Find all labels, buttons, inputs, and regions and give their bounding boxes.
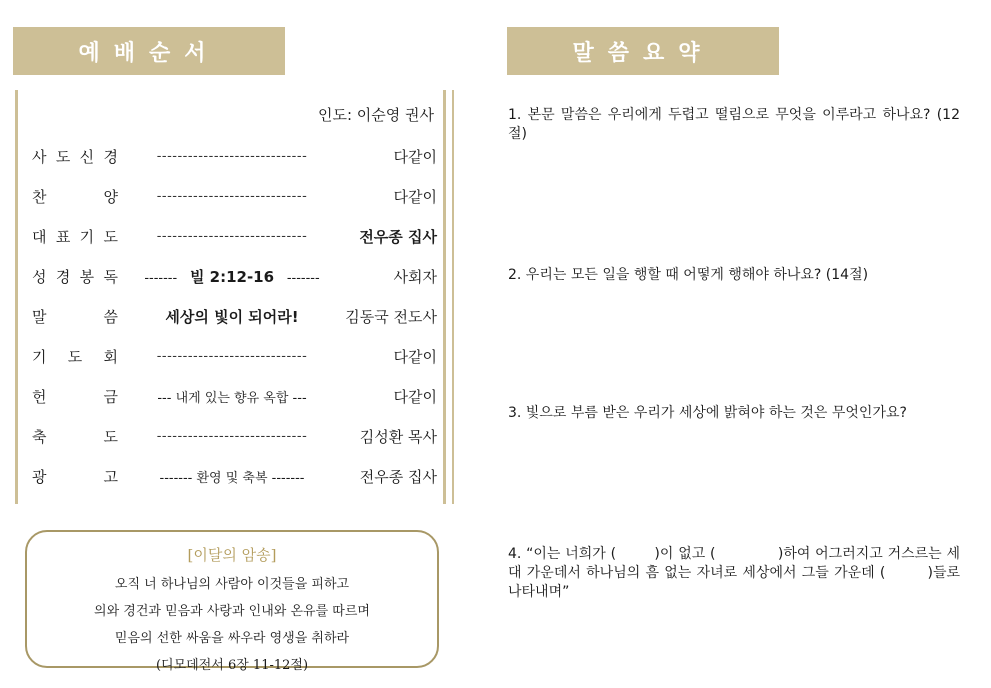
- label-char: 표: [55, 227, 71, 246]
- order-label: [32, 346, 118, 367]
- order-dashes: -----------------------------: [156, 148, 308, 164]
- order-person: 전우종 집사: [359, 227, 437, 246]
- order-dashes: -------: [286, 270, 320, 286]
- label-char: 도: [103, 227, 118, 246]
- memory-verse-title: [이달의 암송]: [187, 546, 277, 564]
- order-person: 김동국 전도사: [345, 307, 437, 326]
- label-char: 광: [32, 467, 47, 486]
- order-dashes: -------: [144, 270, 178, 286]
- label-char: 말: [32, 307, 47, 326]
- memory-verse-line: 의와 경건과 믿음과 사랑과 인내와 온유를 따르며: [94, 604, 370, 619]
- order-person: 다같이: [393, 187, 437, 206]
- order-person: 김성환 목사: [359, 427, 437, 446]
- question-4: 4. “이는 너희가 ( )이 없고 ( )하여 어그러지고 거스르는 세대 가운데서 하나님의 흠 없는 자녀로 세상에서 그들 가운데 ( )들로 나타내며”: [508, 546, 965, 600]
- label-char: 찬: [32, 187, 47, 206]
- label-char: 독: [103, 267, 118, 286]
- sermon-summary-title: 말씀요약: [507, 27, 779, 75]
- announcement-text: ------- 환영 및 축복 -------: [159, 470, 305, 486]
- order-label: [32, 266, 118, 287]
- label-char: 씀: [103, 307, 118, 326]
- question-1: 1. 본문 말씀은 우리에게 두렵고 떨림으로 무엇을 이루라고 하나요? (12절): [508, 107, 960, 142]
- worship-order-title: 예배순서: [13, 27, 285, 75]
- question-2: 2. 우리는 모든 일을 행할 때 어떻게 행해야 하나요? (14절): [508, 267, 869, 283]
- order-label: [32, 386, 118, 407]
- label-char: 도: [103, 427, 118, 446]
- order-person: 사회자: [393, 267, 437, 286]
- order-row-praise: [32, 184, 437, 208]
- memory-verse-reference: (디모데전서 6장 11-12절): [155, 658, 309, 673]
- offering-hymn: --- 내게 있는 향유 옥합 ---: [157, 390, 307, 406]
- label-char: 헌: [32, 387, 47, 406]
- label-char: 성: [32, 267, 47, 286]
- memory-verse-line: 오직 너 하나님의 사람아 이것들을 피하고: [114, 577, 350, 592]
- order-label: [32, 146, 118, 167]
- memory-verse-box: [25, 530, 439, 673]
- leader-text: 인도: 이순영 권사: [317, 106, 434, 124]
- label-char: 금: [103, 387, 118, 406]
- order-dashes: -----------------------------: [156, 188, 308, 204]
- label-char: 도: [55, 147, 71, 166]
- order-row-prayer: [32, 224, 437, 248]
- order-label: [32, 426, 118, 447]
- order-row-creed: [32, 144, 437, 168]
- order-person: 전우종 집사: [359, 467, 437, 486]
- order-row-announcements: [32, 464, 437, 488]
- label-char: 신: [79, 147, 95, 166]
- label-char: 봉: [79, 267, 95, 286]
- order-row-prayer-meeting: [32, 344, 437, 368]
- label-char: 기: [32, 347, 47, 366]
- sermon-title: 세상의 빛이 되어라!: [165, 307, 299, 326]
- label-char: 기: [79, 227, 95, 246]
- order-dashes: -----------------------------: [156, 348, 308, 364]
- label-char: 대: [32, 227, 47, 246]
- order-row-offering: [32, 384, 437, 408]
- scripture-reference: [132, 266, 332, 287]
- order-row-scripture: [32, 264, 437, 288]
- order-label: [32, 306, 118, 327]
- label-char: 고: [103, 467, 118, 486]
- label-char: 경: [103, 147, 118, 166]
- label-char: 회: [103, 347, 118, 366]
- label-char: 사: [32, 147, 47, 166]
- label-char: 경: [55, 267, 71, 286]
- order-row-benediction: [32, 424, 437, 448]
- order-person: 다같이: [393, 347, 437, 366]
- order-label: [32, 226, 118, 247]
- order-person: 다같이: [393, 387, 437, 406]
- order-dashes: -----------------------------: [156, 228, 308, 244]
- memory-verse-line: 믿음의 선한 싸움을 싸우라 영생을 취하라: [114, 631, 350, 646]
- scripture-text: 빌 2:12-16: [189, 267, 275, 286]
- worship-order-box: [15, 90, 454, 504]
- order-label: [32, 466, 118, 487]
- question-3: 3. 빛으로 부름 받은 우리가 세상에 밝혀야 하는 것은 무엇인가요?: [508, 405, 907, 421]
- order-row-sermon: [32, 304, 437, 328]
- order-dashes: -----------------------------: [156, 428, 308, 444]
- label-char: 도: [67, 347, 83, 366]
- label-char: 축: [32, 427, 47, 446]
- order-label: [32, 186, 118, 207]
- order-person: 다같이: [393, 147, 437, 166]
- label-char: 양: [103, 187, 118, 206]
